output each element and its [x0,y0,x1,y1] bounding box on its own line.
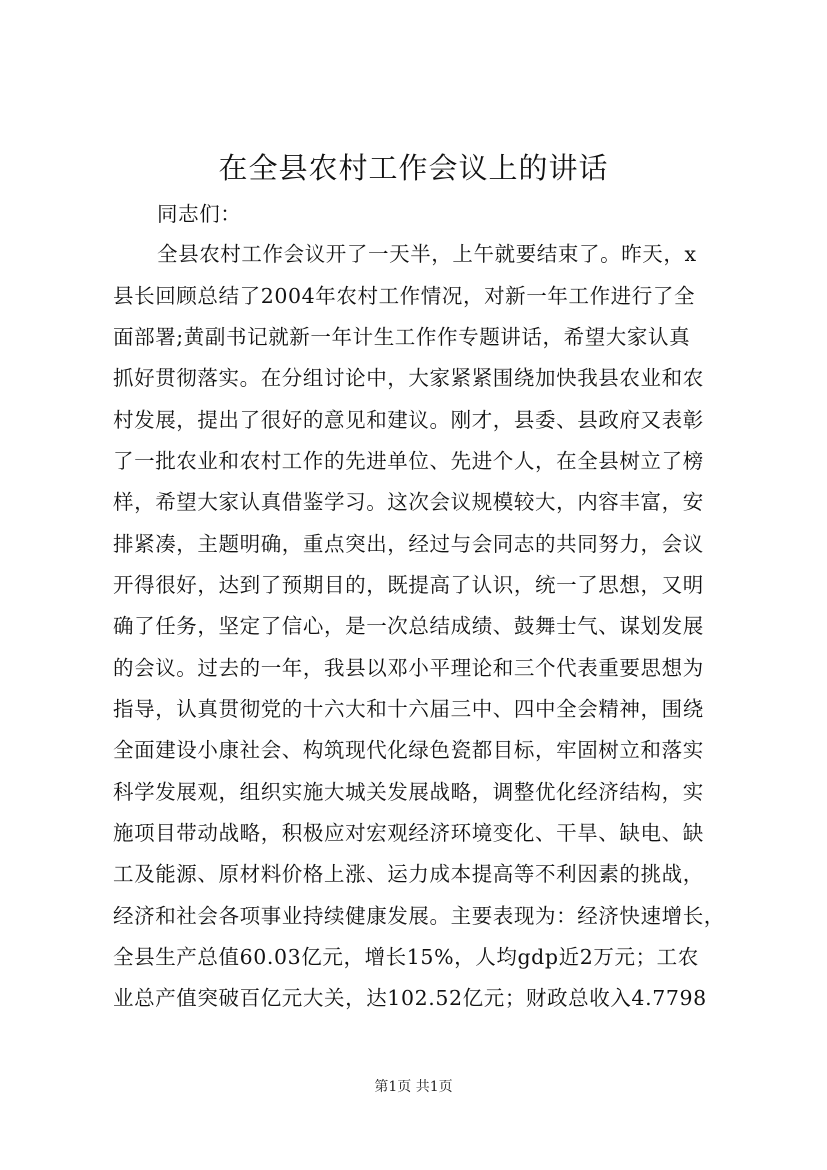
body-line: 了一批农业和农村工作的先进单位、先进个人，在全县树立了榜 [113,449,704,473]
body-line: 村发展，提出了很好的意见和建议。刚才，县委、县政府又表彰 [113,408,704,432]
body-line: 确了任务，坚定了信心，是一次总结成绩、鼓舞士气、谋划发展 [113,614,704,638]
body-line: 排紧凑，主题明确，重点突出，经过与会同志的共同努力，会议 [113,532,704,556]
body-line: 指导，认真贯彻党的十六大和十六届三中、四中全会精神，围绕 [113,697,704,721]
body-line: 全县农村工作会议开了一天半，上午就要结束了。昨天，x [157,242,697,266]
body-line: 县长回顾总结了2004年农村工作情况，对新一年工作进行了全 [113,284,696,308]
body-line: 全县生产总值60.03亿元，增长15%，人均gdp近2万元；工农 [113,945,699,969]
body-line: 工及能源、原材料价格上涨、运力成本提高等不利因素的挑战， [113,862,704,886]
body-line: 全面建设小康社会、构筑现代化绿色瓷都目标，牢固树立和落实 [113,738,704,762]
body-line: 经济和社会各项事业持续健康发展。主要表现为：经济快速增长， [113,904,725,928]
body-line: 施项目带动战略，积极应对宏观经济环境变化、干旱、缺电、缺 [113,821,704,845]
body-line: 面部署;黄副书记就新一年计生工作作专题讲话，希望大家认真 [113,325,691,349]
page-footer: 第1页 共1页 [374,1079,453,1095]
salutation: 同志们： [157,202,242,226]
body-line: 开得很好，达到了预期目的，既提高了认识，统一了思想，又明 [113,573,704,597]
body-line: 的会议。过去的一年，我县以邓小平理论和三个代表重要思想为 [113,656,704,680]
body-line: 样，希望大家认真借鉴学习。这次会议规模较大，内容丰富，安 [113,490,704,514]
body-line: 业总产值突破百亿元大关，达102.52亿元；财政总收入4.7798 [113,986,707,1010]
body-line: 抓好贯彻落实。在分组讨论中，大家紧紧围绕加快我县农业和农 [113,366,704,390]
body-line: 科学发展观，组织实施大城关发展战略，调整优化经济结构，实 [113,780,704,804]
document-title: 在全县农村工作会议上的讲话 [218,151,609,185]
